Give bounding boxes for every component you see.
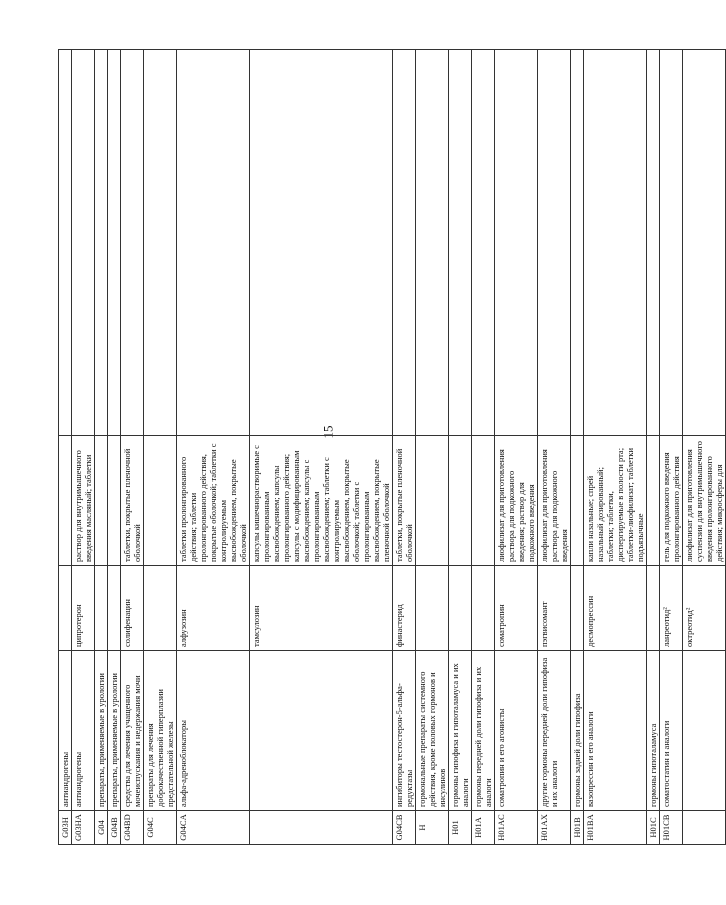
inn-cell: [571, 566, 584, 651]
group-name-cell: вазопрессин и его аналоги: [584, 651, 647, 811]
group-name-cell: препараты для лечения доброкачественной гиперплазии предстательной железы: [144, 651, 177, 811]
table-row: [660, 50, 683, 845]
empty-cell: [177, 50, 250, 436]
table-row: [538, 50, 571, 845]
empty-cell: [121, 50, 144, 436]
atc-code-cell: H: [416, 811, 449, 845]
group-name-cell: альфа-адреноблокаторы: [177, 651, 250, 811]
dosage-form-cell: [571, 436, 584, 566]
drug-table: [58, 49, 726, 845]
table-row: [59, 50, 72, 845]
atc-code-cell: G04C: [144, 811, 177, 845]
atc-code-cell: H01C: [647, 811, 660, 845]
inn-cell: алфузозин: [177, 566, 250, 651]
page-number: 15: [320, 425, 335, 439]
dosage-form-cell: капли назальные; спрей назальный дозированный; таблетки; таблетки, диспергируемые в полости рта; таблетки-лиофилизат; таблетки подъязычные: [584, 436, 647, 566]
atc-code-cell: H01A: [472, 811, 495, 845]
empty-cell: [571, 50, 584, 436]
group-name-cell: гормональные препараты системного действия, кроме половых гормонов и инсулинов: [416, 651, 449, 811]
dosage-form-cell: лиофилизат для приготовления суспензии для внутримышечного введения пролонгированного действия; микросферы для: [683, 436, 726, 566]
rotated-table-wrapper: [58, 50, 724, 845]
atc-code-cell: G04B: [108, 811, 121, 845]
inn-cell: десмопрессин: [584, 566, 647, 651]
atc-code-cell: H01: [449, 811, 472, 845]
table-row: [144, 50, 177, 845]
inn-cell: [472, 566, 495, 651]
empty-cell: [108, 50, 121, 436]
inn-cell: [416, 566, 449, 651]
table-row: [449, 50, 472, 845]
atc-code-cell: H01AX: [538, 811, 571, 845]
drug-table-sheet: [58, 50, 724, 845]
atc-code-cell: G03HA: [72, 811, 95, 845]
inn-cell: [144, 566, 177, 651]
empty-cell: [250, 50, 393, 436]
table-row: [393, 50, 416, 845]
dosage-form-cell: [416, 436, 449, 566]
dosage-form-cell: гель для подкожного введения пролонгированного действия: [660, 436, 683, 566]
table-row: [108, 50, 121, 845]
dosage-form-cell: [95, 436, 108, 566]
empty-cell: [416, 50, 449, 436]
group-name-cell: препараты, применяемые в урологии: [95, 651, 108, 811]
empty-cell: [647, 50, 660, 436]
group-name-cell: антиандрогены: [59, 651, 72, 811]
empty-cell: [683, 50, 726, 436]
table-row: [571, 50, 584, 845]
group-name-cell: гормоны передней доли гипофиза и их аналоги: [472, 651, 495, 811]
inn-cell: финастерид: [393, 566, 416, 651]
empty-cell: [495, 50, 538, 436]
dosage-form-cell: [59, 436, 72, 566]
group-name-cell: гормоны гипоталамуса: [647, 651, 660, 811]
empty-cell: [660, 50, 683, 436]
inn-cell: октреотид²: [683, 566, 726, 651]
table-row: [72, 50, 95, 845]
inn-cell: [449, 566, 472, 651]
empty-cell: [472, 50, 495, 436]
table-row: [683, 50, 726, 845]
table-row: [495, 50, 538, 845]
inn-cell: [647, 566, 660, 651]
empty-cell: [449, 50, 472, 436]
group-name-cell: гормоны задней доли гипофиза: [571, 651, 584, 811]
group-name-cell: препараты, применяемые в урологии: [108, 651, 121, 811]
dosage-form-cell: [108, 436, 121, 566]
dosage-form-cell: [647, 436, 660, 566]
inn-cell: солифенацин: [121, 566, 144, 651]
group-name-cell: ингибиторы тестостерон-5-альфа-редуктазы: [393, 651, 416, 811]
group-name-cell: антиандрогены: [72, 651, 95, 811]
dosage-form-cell: [449, 436, 472, 566]
atc-code-cell: [250, 811, 393, 845]
empty-cell: [95, 50, 108, 436]
table-row: [177, 50, 250, 845]
atc-code-cell: G04: [95, 811, 108, 845]
table-row: [95, 50, 108, 845]
dosage-form-cell: [472, 436, 495, 566]
table-row: [647, 50, 660, 845]
empty-cell: [393, 50, 416, 436]
atc-code-cell: [683, 811, 726, 845]
group-name-cell: [683, 651, 726, 811]
inn-cell: соматропин: [495, 566, 538, 651]
atc-code-cell: H01CB: [660, 811, 683, 845]
group-name-cell: другие гормоны передней доли гипофиза и их аналоги: [538, 651, 571, 811]
atc-code-cell: G04BD: [121, 811, 144, 845]
table-row: [121, 50, 144, 845]
drug-table-body: [59, 50, 726, 845]
table-row: [584, 50, 647, 845]
atc-code-cell: G03H: [59, 811, 72, 845]
atc-code-cell: G04CB: [393, 811, 416, 845]
dosage-form-cell: раствор для внутримышечного введения масляный; таблетки: [72, 436, 95, 566]
group-name-cell: гормоны гипофиза и гипоталамуса и их аналоги: [449, 651, 472, 811]
dosage-form-cell: таблетки, покрытые пленочной оболочкой: [393, 436, 416, 566]
dosage-form-cell: капсулы кишечнорастворимые с пролонгированным высвобождением; капсулы пролонгированного действия; капсулы с модифицированным высвобождением; капсулы с пролонгированным высвобождением; таблетки с контролируемым высвобождением, покрытые оболочкой; таблетки с пролонгированным высвобождением, покрытые пленочной оболочкой: [250, 436, 393, 566]
group-name-cell: соматропин и его агонисты: [495, 651, 538, 811]
empty-cell: [538, 50, 571, 436]
table-row: [472, 50, 495, 845]
empty-cell: [72, 50, 95, 436]
dosage-form-cell: лиофилизат для приготовления раствора для подкожного введения: [538, 436, 571, 566]
inn-cell: ланреотид²: [660, 566, 683, 651]
dosage-form-cell: [144, 436, 177, 566]
atc-code-cell: H01AC: [495, 811, 538, 845]
table-row: [416, 50, 449, 845]
inn-cell: пэгвисомант: [538, 566, 571, 651]
table-row: [250, 50, 393, 845]
inn-cell: [108, 566, 121, 651]
atc-code-cell: H01BA: [584, 811, 647, 845]
dosage-form-cell: лиофилизат для приготовления раствора для подкожного введения; раствор для подкожного введения: [495, 436, 538, 566]
atc-code-cell: H01B: [571, 811, 584, 845]
inn-cell: [95, 566, 108, 651]
empty-cell: [584, 50, 647, 436]
atc-code-cell: G04CA: [177, 811, 250, 845]
dosage-form-cell: таблетки, покрытые пленочной оболочкой: [121, 436, 144, 566]
inn-cell: [59, 566, 72, 651]
empty-cell: [144, 50, 177, 436]
inn-cell: ципротерон: [72, 566, 95, 651]
group-name-cell: средства для лечения учащенного мочеиспускания и недержания мочи: [121, 651, 144, 811]
empty-cell: [59, 50, 72, 436]
group-name-cell: соматостатин и аналоги: [660, 651, 683, 811]
dosage-form-cell: таблетки пролонгированного действия; таблетки пролонгированного действия, покрытые оболочкой; таблетки с контролируемым высвобождением, покрытые оболочкой: [177, 436, 250, 566]
inn-cell: тамсулозин: [250, 566, 393, 651]
group-name-cell: [250, 651, 393, 811]
